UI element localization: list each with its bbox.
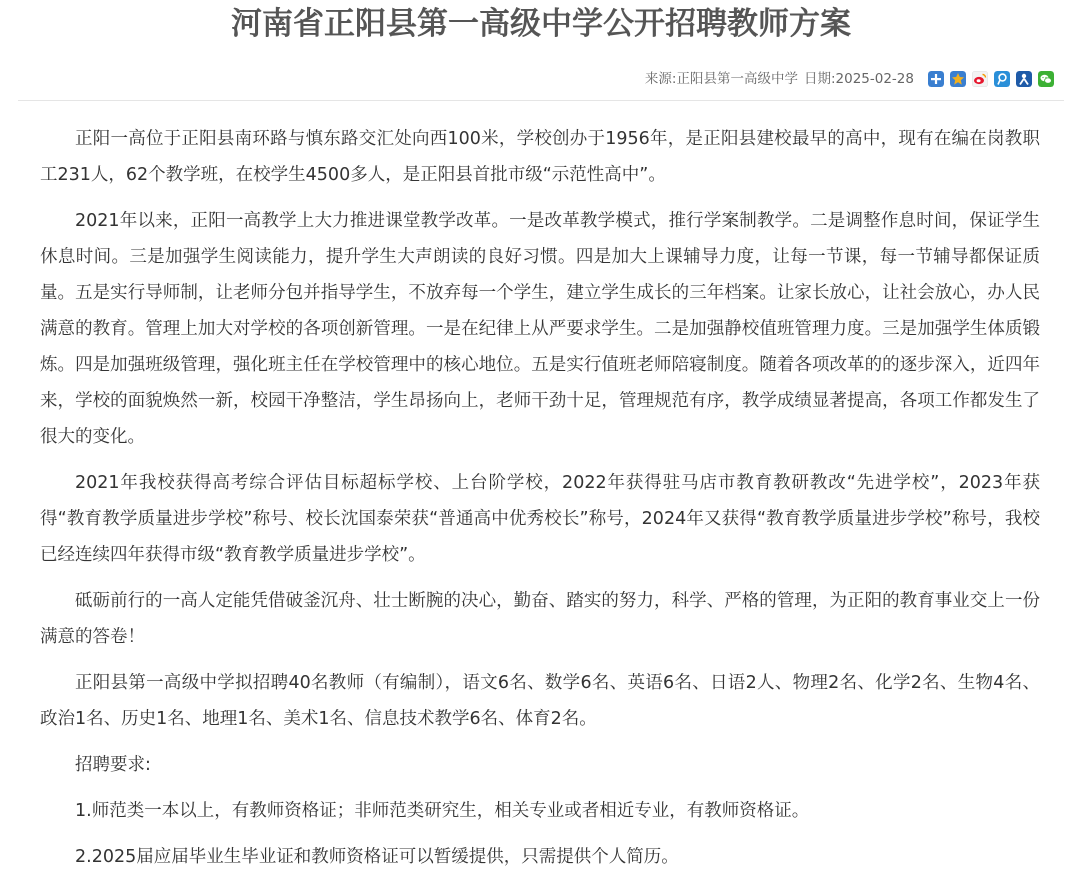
article-meta: [645, 66, 1054, 92]
paragraph: 正阳一高位于正阳县南环路与慎东路交汇处向西100米，学校创办于1956年，是正阳县建校最早的高中，现有在编在岗教职工231人，62个教学班，在校学生4500多人，是正阳县首批市级“示范性高中”。: [40, 129, 1040, 185]
divider: [18, 100, 1064, 101]
article-body: [40, 121, 1040, 882]
paragraph: 正阳县第一高级中学拟招聘40名教师（有编制），语文6名、数学6名、英语6名、日语2人、物理2名、化学2名、生物4名、政治1名、历史1名、地理1名、美术1名、信息技术教学6名、体育2名。: [40, 673, 1040, 729]
source-label: 来源:: [644, 71, 677, 87]
weibo-share-icon[interactable]: [972, 71, 988, 87]
share-bar: [922, 71, 1054, 87]
paragraph: 招聘要求:: [75, 755, 151, 775]
tencent-weibo-share-icon[interactable]: [994, 71, 1010, 87]
wechat-share-icon[interactable]: [1038, 71, 1054, 87]
renren-share-icon[interactable]: [1016, 71, 1032, 87]
date-value: 2025-02-28: [835, 71, 914, 87]
plus-share-icon[interactable]: [928, 71, 944, 87]
paragraph: 2.2025届应届毕业生毕业证和教师资格证可以暂缓提供，只需提供个人简历。: [75, 847, 679, 867]
paragraph: 砥砺前行的一高人定能凭借破釜沉舟、壮士断腕的决心，勤奋、踏实的努力，科学、严格的管理，为正阳的教育事业交上一份满意的答卷！: [40, 591, 1040, 647]
paragraph: 2021年以来，正阳一高教学上大力推进课堂教学改革。一是改革教学模式，推行学案制教学。二是调整作息时间，保证学生休息时间。三是加强学生阅读能力，提升学生大声朗读的良好习惯。四是加大上课辅导力度，让每一节课，每一节辅导都保证质量。五是实行导师制，让老师分包并指导学生，不放弃每一个学生，建立学生成长的三年档案。让家长放心，让社会放心，办人民满意的教育。管理上加大对学校的各项创新管理。一是在纪律上从严要求学生。二是加强静校值班管理力度。三是加强学生体质锻炼。四是加强班级管理，强化班主任在学校管理中的核心地位。五是实行值班老师陪寝制度。随着各项改革的的逐步深入，近四年来，学校的面貌焕然一新，校园干净整洁，学生昂扬向上，老师干劲十足，管理规范有序，教学成绩显著提高，各项工作都发生了很大的变化。: [40, 211, 1040, 447]
article-title: 河南省正阳县第一高级中学公开招聘教师方案: [231, 6, 851, 42]
paragraph: 2021年我校获得高考综合评估目标超标学校、上台阶学校，2022年获得驻马店市教育教研教改“先进学校”，2023年获得“教育教学质量进步学校”称号、校长沈国泰荣获“普通高中优秀校长”称号，2024年又获得“教育教学质量进步学校”称号，我校已经连续四年获得市级“教育教学质量进步学校”。: [40, 473, 1040, 565]
source-value: 正阳县第一高级中学: [676, 71, 798, 87]
paragraph: 1.师范类一本以上，有教师资格证；非师范类研究生，相关专业或者相近专业，有教师资格证。: [75, 801, 810, 821]
date-label: 日期:: [803, 71, 836, 87]
qzone-share-icon[interactable]: [950, 71, 966, 87]
